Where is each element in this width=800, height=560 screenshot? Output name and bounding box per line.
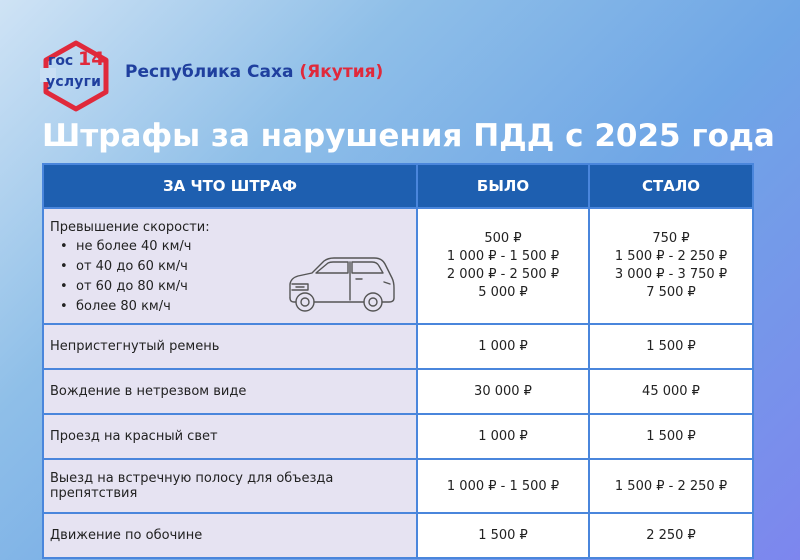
speeding-before-cell <box>417 208 589 324</box>
fine-before: 1 000 ₽ - 1 500 ₽ <box>417 459 589 513</box>
column-header-before: БЫЛО <box>417 164 589 208</box>
logo-uslugi-text: услуги <box>46 74 102 90</box>
table-row <box>43 414 753 459</box>
fines-table <box>42 163 754 559</box>
violation-label: Непристегнутый ремень <box>43 324 417 369</box>
speeding-after-cell <box>589 208 753 324</box>
speeding-after-value: 1 500 ₽ - 2 250 ₽ <box>614 249 728 264</box>
fine-after: 1 500 ₽ <box>589 414 753 459</box>
speeding-before-value: 500 ₽ <box>484 231 522 246</box>
fine-before: 1 000 ₽ <box>417 414 589 459</box>
speeding-before-value: 5 000 ₽ <box>478 285 528 300</box>
fine-after: 1 500 ₽ <box>589 324 753 369</box>
speeding-title: Превышение скорости: <box>50 220 210 235</box>
table-header-row <box>43 164 753 208</box>
speeding-before-value: 1 000 ₽ - 1 500 ₽ <box>446 249 560 264</box>
violation-label: Проезд на красный свет <box>43 414 417 459</box>
fine-before: 1 500 ₽ <box>417 513 589 558</box>
column-header-after: СТАЛО <box>589 164 753 208</box>
violation-label: Движение по обочине <box>43 513 417 558</box>
logo-number: 14 <box>78 48 105 70</box>
fine-after: 2 250 ₽ <box>589 513 753 558</box>
logo-gos-text: гос <box>48 53 74 69</box>
table-row <box>43 369 753 414</box>
speeding-item: • от 60 до 80 км/ч <box>60 277 410 297</box>
table-row <box>43 513 753 558</box>
table-row <box>43 324 753 369</box>
table-row-speeding <box>43 208 753 324</box>
region-paren: (Якутия) <box>299 62 384 82</box>
violation-label: Вождение в нетрезвом виде <box>43 369 417 414</box>
speeding-before-value: 2 000 ₽ - 2 500 ₽ <box>446 267 560 282</box>
speeding-after-value: 3 000 ₽ - 3 750 ₽ <box>614 267 728 282</box>
column-header-reason: ЗА ЧТО ШТРАФ <box>43 164 417 208</box>
fine-after: 45 000 ₽ <box>589 369 753 414</box>
speeding-item: • от 40 до 60 км/ч <box>60 257 410 277</box>
fine-before: 1 000 ₽ <box>417 324 589 369</box>
page-title: Штрафы за нарушения ПДД с 2025 года <box>42 118 775 154</box>
speeding-item: • более 80 км/ч <box>60 297 410 317</box>
violation-label: Выезд на встречную полосу для объезда препятствия <box>43 459 417 513</box>
fine-before: 30 000 ₽ <box>417 369 589 414</box>
region-main: Республика Саха <box>125 62 294 82</box>
gosuslugi-logo <box>40 40 112 112</box>
table-row <box>43 459 753 513</box>
region-name <box>125 62 383 82</box>
fine-after: 1 500 ₽ - 2 250 ₽ <box>589 459 753 513</box>
speeding-after-value: 7 500 ₽ <box>646 285 696 300</box>
car-icon <box>286 254 398 316</box>
speeding-item: • не более 40 км/ч <box>60 237 410 257</box>
speeding-after-value: 750 ₽ <box>652 231 690 246</box>
speeding-label-cell <box>43 208 417 324</box>
